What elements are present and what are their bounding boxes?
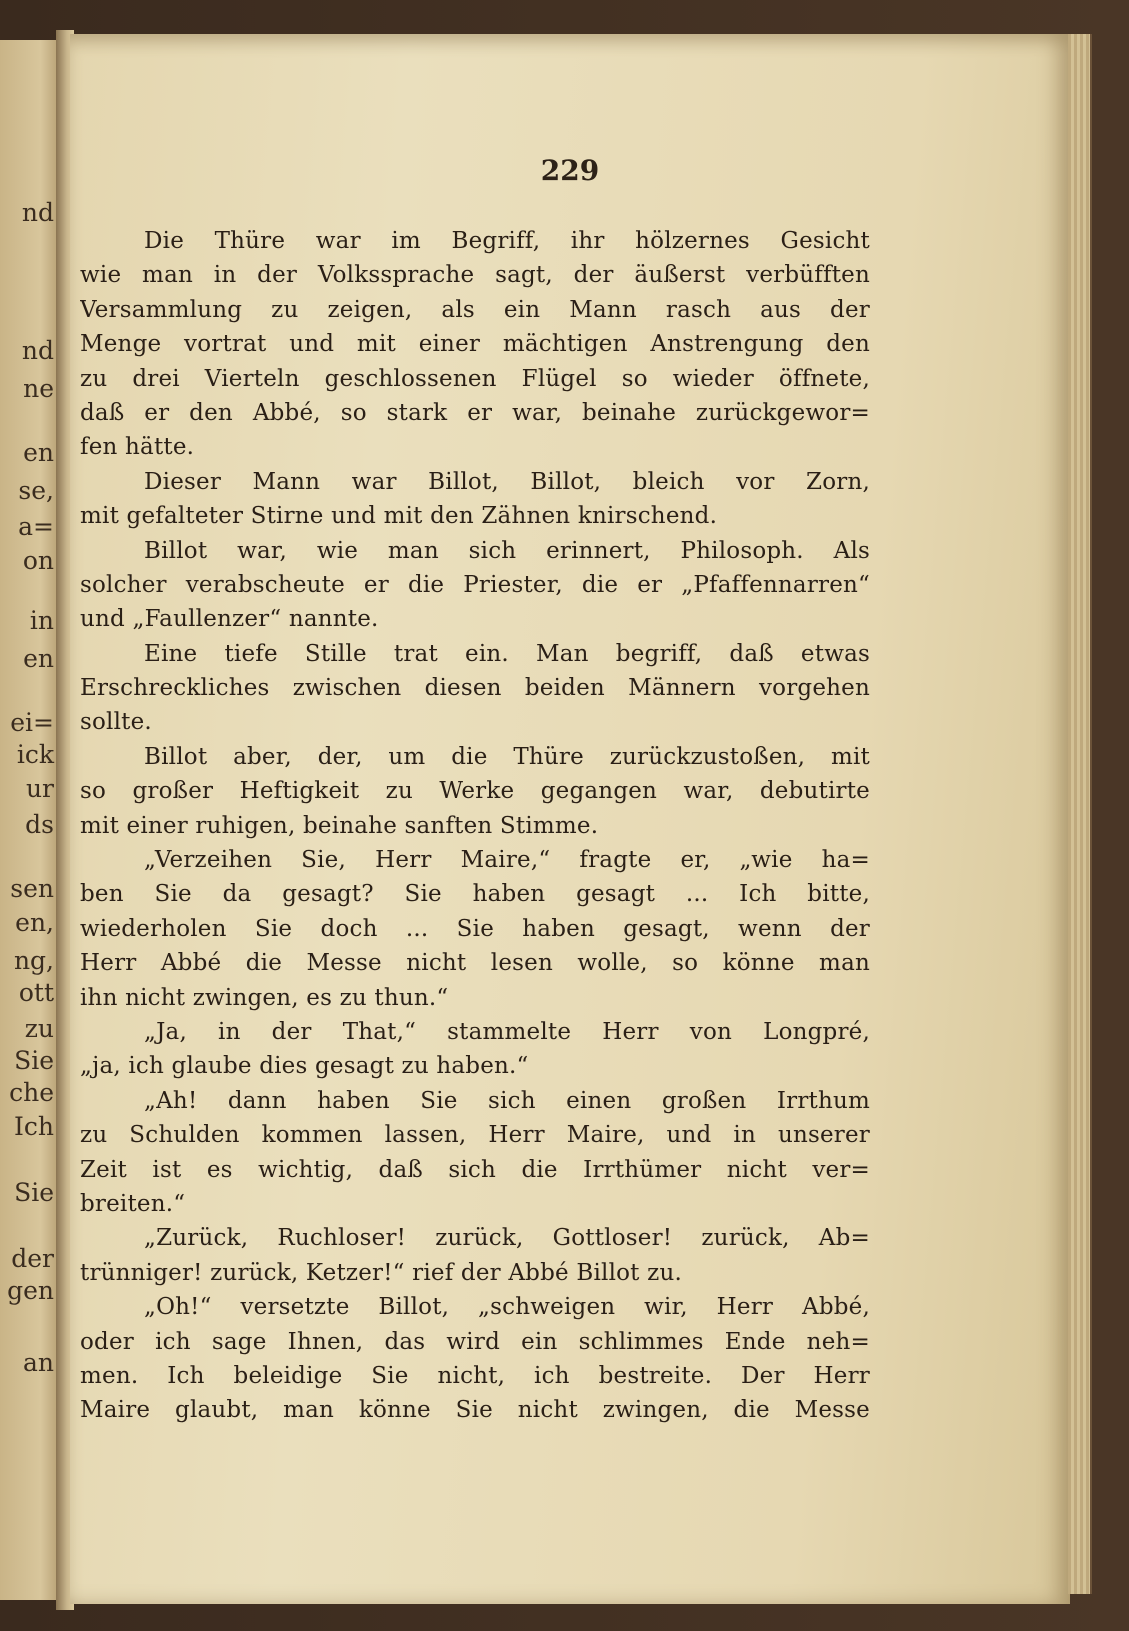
text-line: zu Schulden kommen lassen, Herr Maire, und in unserer xyxy=(80,1122,870,1149)
text-line: Erschreckliches zwischen diesen beiden Männern vorgehen xyxy=(80,675,870,702)
text-line: men. Ich beleidige Sie nicht, ich bestreite. Der Herr xyxy=(80,1362,870,1389)
text-line: Billot war, wie man sich erinnert, Philosoph. Als xyxy=(144,537,870,564)
text-line: „Verzeihen Sie, Herr Maire,“ fragte er, „wie ha= xyxy=(144,847,870,874)
text-line: „ja, ich glaube dies gesagt zu haben.“ xyxy=(80,1053,529,1080)
text-line: mit gefalteter Stirne und mit den Zähnen knirschend. xyxy=(80,503,718,530)
text-line: fen hätte. xyxy=(80,434,195,461)
previous-page-fragment: ng, xyxy=(13,946,54,975)
text-line: zu drei Vierteln geschlossenen Flügel so wieder öffnete, xyxy=(80,365,870,392)
text-line: Die Thüre war im Begriff, ihr hölzernes Gesicht xyxy=(144,228,870,254)
text-line: solcher verabscheute er die Priester, die er „Pfaffennarren“ xyxy=(80,571,870,598)
text-line: sollte. xyxy=(80,709,152,736)
previous-page-fragment: che xyxy=(9,1078,54,1107)
previous-page-fragment: nd xyxy=(21,198,54,227)
previous-page-fragment: gen xyxy=(7,1276,54,1305)
previous-page-fragment: ott xyxy=(18,978,54,1007)
previous-page-fragment: ur xyxy=(25,774,54,803)
previous-page-fragment: Sie xyxy=(14,1046,54,1075)
previous-page-fragment: ds xyxy=(25,810,54,839)
previous-page-edge xyxy=(0,40,58,1600)
text-line: und „Faullenzer“ nannte. xyxy=(80,606,379,633)
previous-page-fragment: en, xyxy=(15,908,54,937)
previous-page-fragment: sen xyxy=(10,874,54,903)
previous-page-fragment: nd xyxy=(21,336,54,365)
text-line: mit einer ruhigen, beinahe sanften Stimme. xyxy=(80,812,599,839)
page-number: 229 xyxy=(540,154,600,187)
text-line: breiten.“ xyxy=(80,1190,186,1217)
book-page xyxy=(70,34,1070,1604)
previous-page-fragment: se, xyxy=(18,476,54,505)
page-text xyxy=(80,224,870,1428)
text-line: Billot aber, der, um die Thüre zurückzustoßen, mit xyxy=(144,743,870,770)
text-line: Zeit ist es wichtig, daß sich die Irrthümer nicht ver= xyxy=(80,1156,870,1183)
previous-page-fragment: zu xyxy=(24,1014,54,1043)
previous-page-fragment: on xyxy=(22,546,54,575)
text-line: „Zurück, Ruchloser! zurück, Gottloser! zurück, Ab= xyxy=(144,1225,870,1252)
text-line: Dieser Mann war Billot, Billot, bleich vor Zorn, xyxy=(144,468,870,495)
text-line: „Ja, in der That,“ stammelte Herr von Longpré, xyxy=(144,1018,870,1045)
text-line: Versammlung zu zeigen, als ein Mann rasch aus der xyxy=(80,296,870,323)
page-stack-edge xyxy=(1068,34,1092,1594)
previous-page-fragment: ei= xyxy=(10,708,54,737)
previous-page-fragment: en xyxy=(23,438,54,467)
previous-page-fragment: ne xyxy=(23,374,54,403)
text-line: Maire glaubt, man könne Sie nicht zwingen, die Messe xyxy=(80,1397,870,1424)
text-line: oder ich sage Ihnen, das wird ein schlimmes Ende neh= xyxy=(80,1328,870,1355)
previous-page-fragment: a= xyxy=(18,512,54,541)
previous-page-fragment: an xyxy=(22,1348,54,1377)
previous-page-fragment: in xyxy=(29,606,54,635)
text-line: wie man in der Volkssprache sagt, der äußerst verbüfften xyxy=(80,262,870,289)
previous-page-fragment: ick xyxy=(16,740,54,769)
text-line: „Ah! dann haben Sie sich einen großen Irrthum xyxy=(144,1087,870,1114)
previous-page-fragment: en xyxy=(23,644,54,673)
text-line: Eine tiefe Stille trat ein. Man begriff, daß etwas xyxy=(144,640,870,667)
text-line: ihn nicht zwingen, es zu thun.“ xyxy=(80,984,449,1011)
previous-page-fragment: Ich xyxy=(14,1112,54,1141)
text-line: ben Sie da gesagt? Sie haben gesagt ... Ich bitte, xyxy=(80,881,870,908)
text-line: so großer Heftigkeit zu Werke gegangen war, debutirte xyxy=(80,778,870,805)
text-line: „Oh!“ versetzte Billot, „schweigen wir, Herr Abbé, xyxy=(144,1294,870,1321)
text-line: Menge vortrat und mit einer mächtigen Anstrengung den xyxy=(80,331,870,358)
previous-page-fragment: Sie xyxy=(14,1178,54,1207)
text-line: trünniger! zurück, Ketzer!“ rief der Abbé Billot zu. xyxy=(80,1259,682,1286)
text-line: wiederholen Sie doch ... Sie haben gesagt, wenn der xyxy=(80,915,870,942)
text-line: daß er den Abbé, so stark er war, beinahe zurückgewor= xyxy=(80,399,870,426)
previous-page-fragment: der xyxy=(11,1244,54,1273)
text-line: Herr Abbé die Messe nicht lesen wolle, so könne man xyxy=(80,950,870,977)
